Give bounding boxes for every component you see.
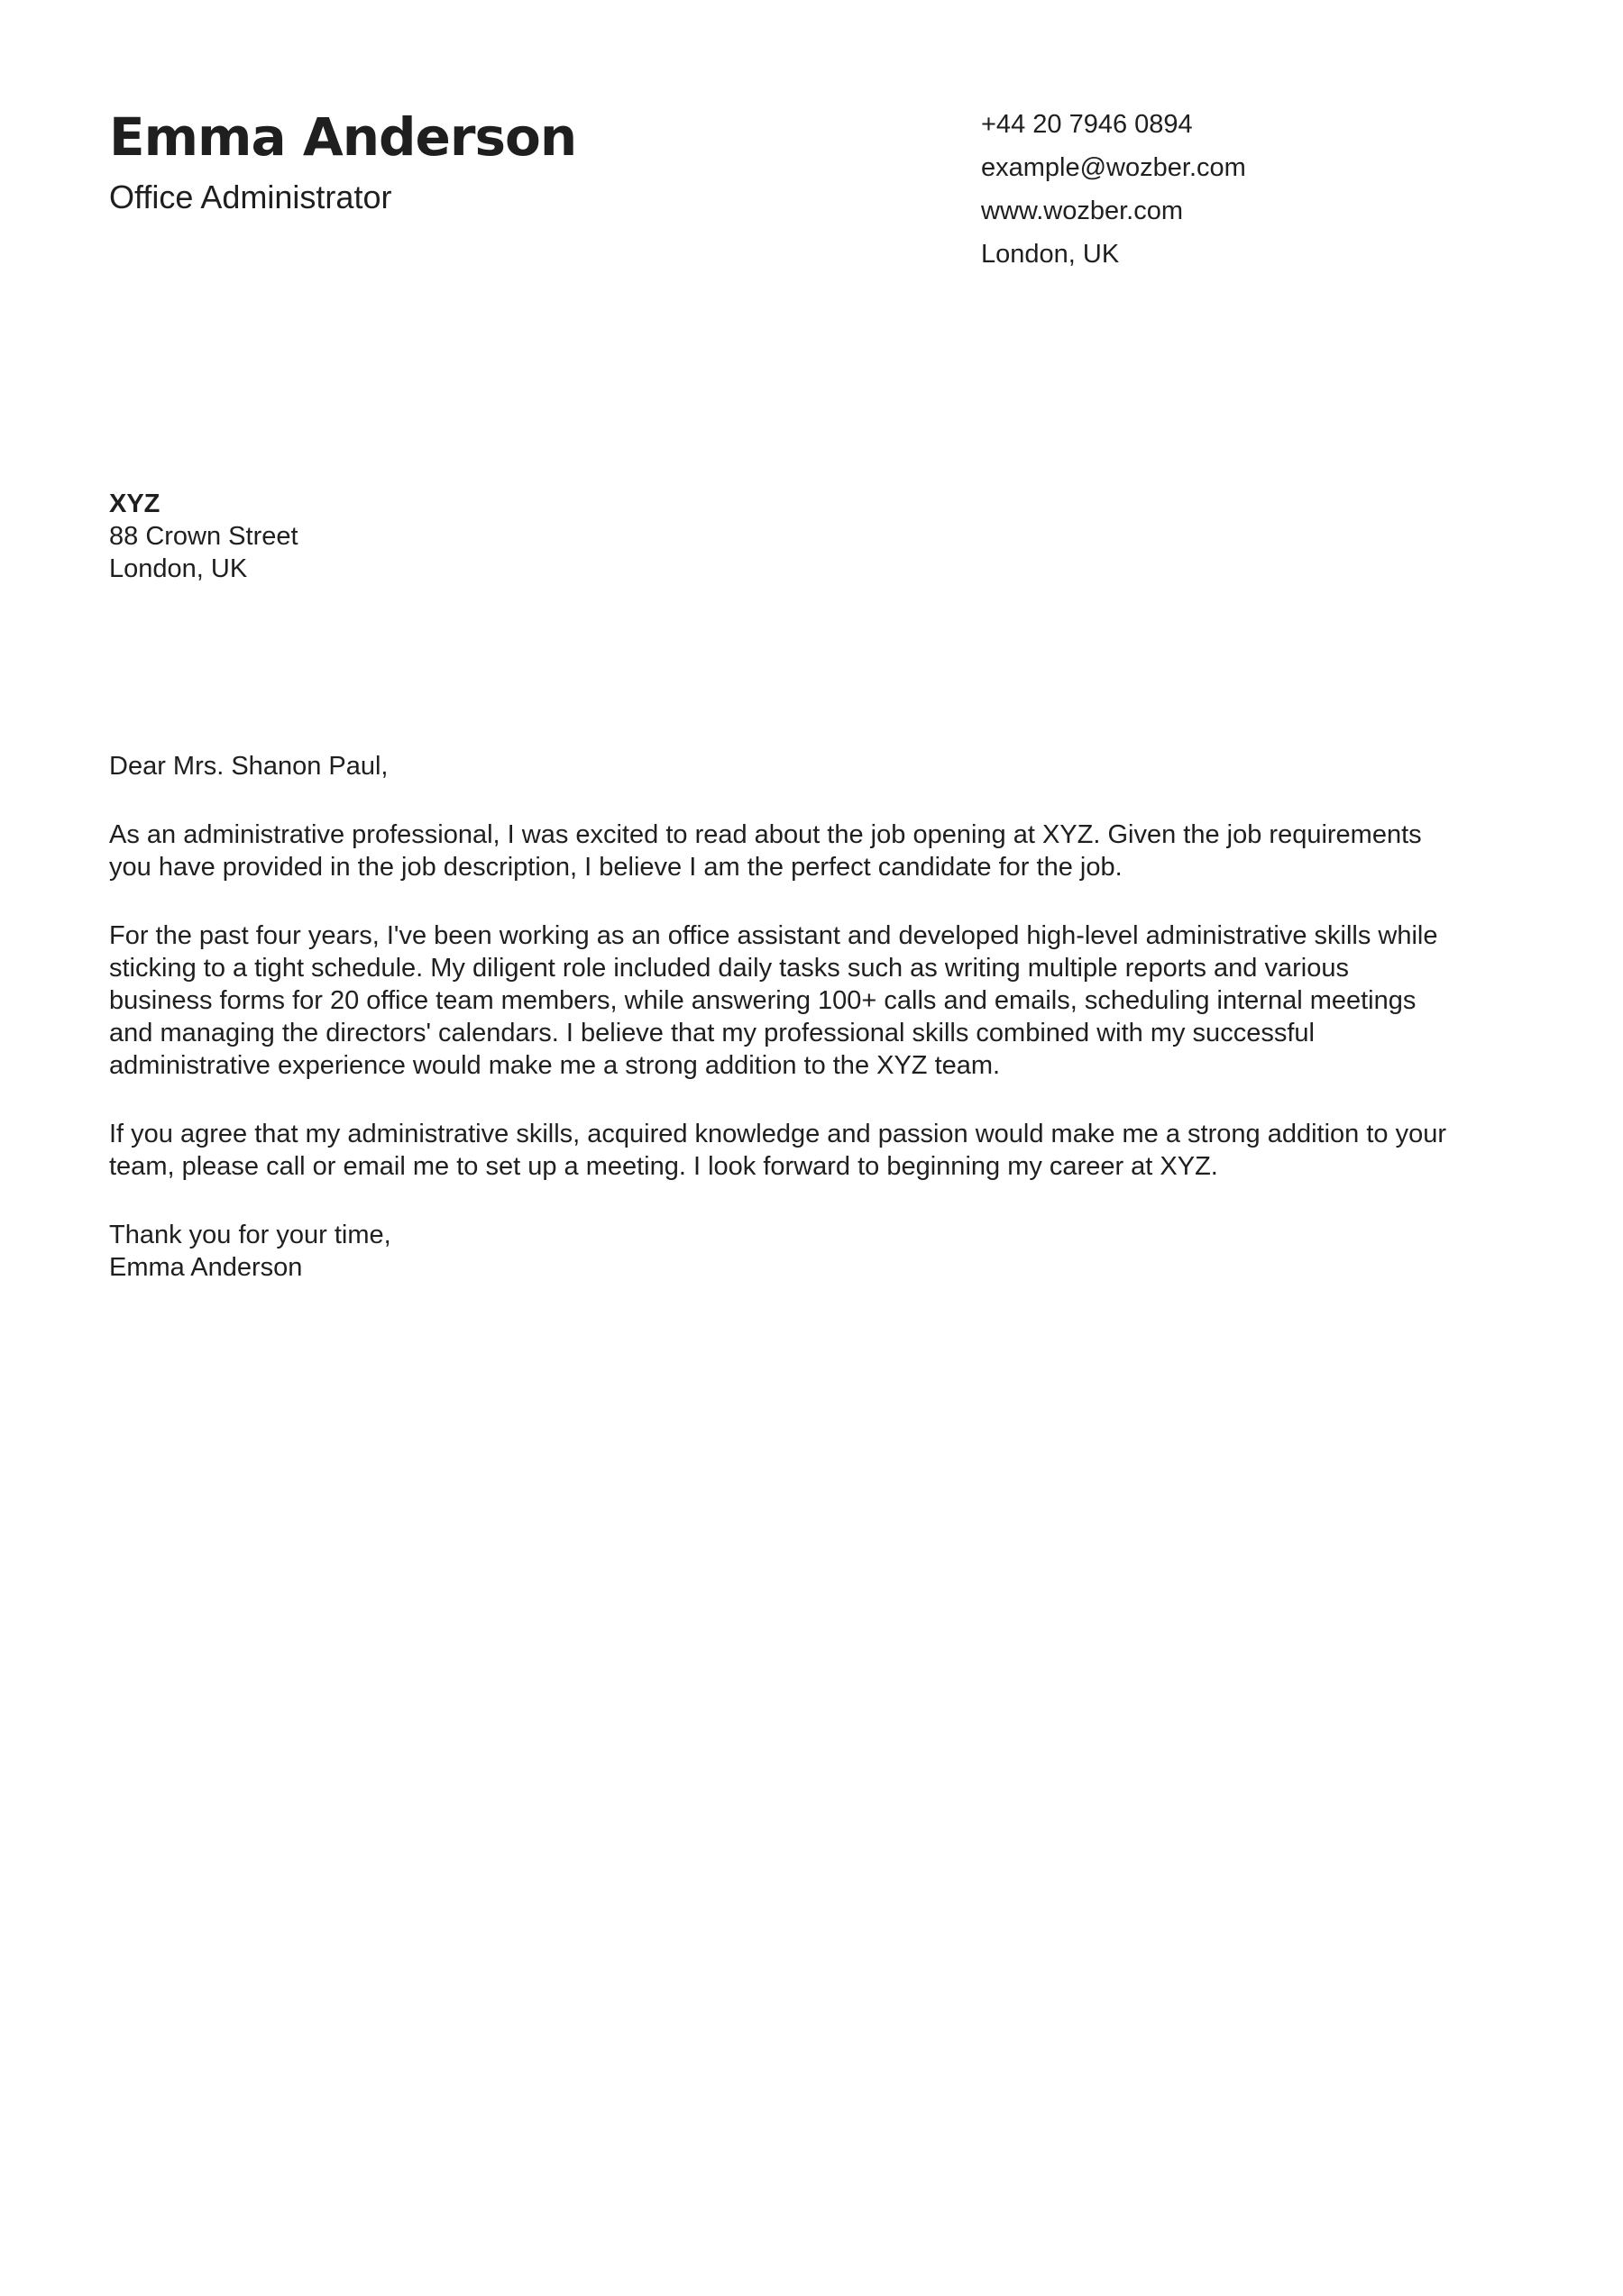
letter-paragraph: [109, 819, 1435, 883]
applicant-name: Emma Anderson: [109, 106, 577, 168]
contact-location: London, UK: [981, 240, 1120, 269]
paragraph-line: administrative experience would make me a strong addition to the XYZ team.: [109, 1051, 1001, 1080]
letter-paragraph: [109, 919, 1438, 1082]
paragraph-line: you have provided in the job description, I believe I am the perfect candidate for the job.: [109, 853, 1123, 882]
contact-phone: +44 20 7946 0894: [981, 110, 1193, 139]
recipient-street: 88 Crown Street: [109, 522, 298, 551]
paragraph-line: business forms for 20 office team members, while answering 100+ calls and emails, scheduling internal meetings: [109, 986, 1417, 1015]
paragraph-line: team, please call or email me to set up a meeting. I look forward to beginning my career at XYZ.: [109, 1152, 1218, 1181]
letter-closing: Thank you for your time,: [109, 1221, 391, 1249]
applicant-job-title: Office Administrator: [109, 178, 392, 215]
recipient-city: London, UK: [109, 554, 248, 583]
recipient-company: XYZ: [109, 489, 160, 518]
paragraph-line: If you agree that my administrative skills, acquired knowledge and passion would make me a strong addition to your: [109, 1120, 1447, 1148]
contact-website: www.wozber.com: [981, 197, 1184, 225]
paragraph-line: sticking to a tight schedule. My diligent role included daily tasks such as writing multiple reports and various: [109, 954, 1349, 983]
contact-details: [981, 103, 1246, 276]
letter-paragraph: [109, 1118, 1447, 1183]
letter-salutation: Dear Mrs. Shanon Paul,: [109, 752, 389, 781]
paragraph-line: As an administrative professional, I was excited to read about the job opening at XYZ. Given the job requirements: [109, 820, 1422, 849]
letter-signature: Emma Anderson: [109, 1253, 303, 1282]
letter-closing-block: [109, 1219, 1435, 1284]
paragraph-line: For the past four years, I've been working as an office assistant and developed high-level administrative skills while: [109, 921, 1438, 950]
contact-email: example@wozber.com: [981, 153, 1246, 182]
letter-body: [109, 750, 1447, 1320]
recipient-address: [109, 488, 298, 585]
paragraph-line: and managing the directors' calendars. I believe that my professional skills combined with my successful: [109, 1019, 1315, 1047]
